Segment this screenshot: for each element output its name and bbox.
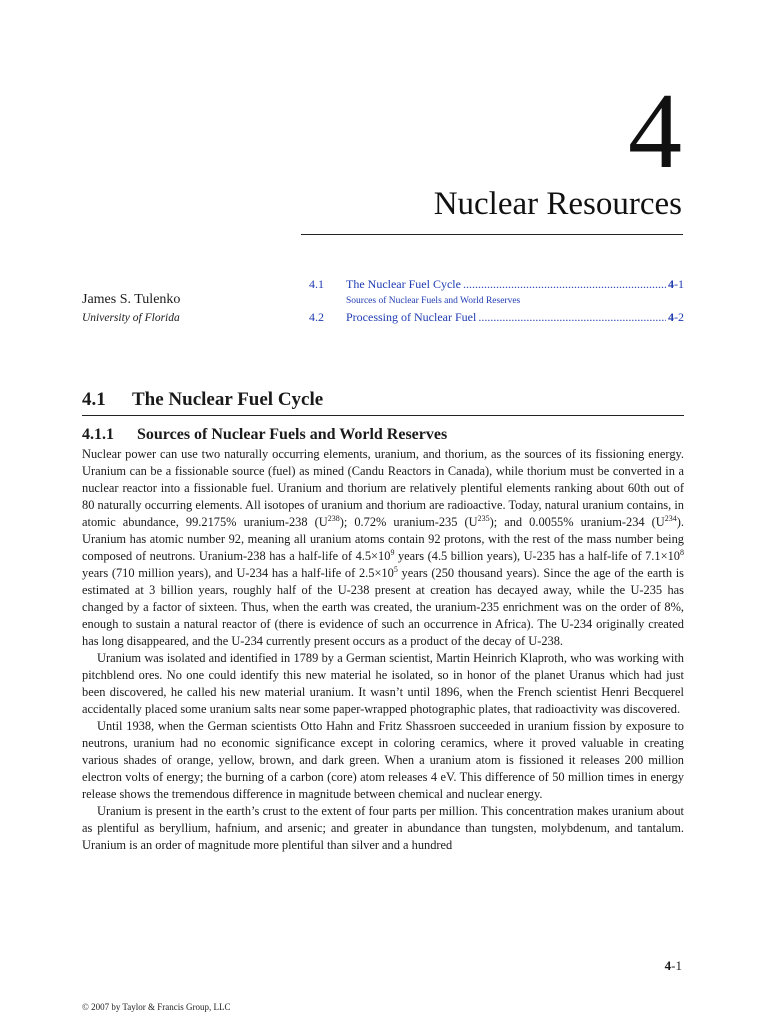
toc-entry-page[interactable]: 4-2 xyxy=(668,310,684,324)
toc-entry-page[interactable]: 4-1 xyxy=(668,277,684,291)
table-of-contents xyxy=(309,276,684,326)
section-heading xyxy=(82,389,684,411)
subsection-number: 4.1.1 xyxy=(82,426,114,443)
chapter-title: Nuclear Resources xyxy=(433,186,682,222)
subsection-title: Sources of Nuclear Fuels and World Reserves xyxy=(137,426,448,443)
toc-entry-4-2[interactable] xyxy=(309,309,684,326)
toc-dot-leader xyxy=(478,309,666,326)
subsection-heading xyxy=(82,425,447,445)
chapter-number: 4 xyxy=(628,72,682,191)
page-number: 4-1 xyxy=(664,958,682,973)
section-number: 4.1 xyxy=(82,389,106,410)
paragraph-3: Until 1938, when the German scientists Otto Hahn and Fritz Shassroen succeeded in uranium fission by exposure to neutrons, uranium had no economic significance except in coloring ceramics, where it proved valuable in creating various shades of orange, yellow, brown, and dark green. When a uranium atom is fissioned it releases 200 million electron volts of energy; the burning of a carbon (core) atom releases 4 eV. This difference of 50 million times in energy release shows the tremendous difference in magnitude between chemical and nuclear energy. xyxy=(82,719,684,801)
author-block xyxy=(82,290,180,326)
toc-dot-leader xyxy=(463,276,666,293)
toc-entry-label[interactable]: The Nuclear Fuel Cycle xyxy=(346,277,461,291)
paragraph-1: Nuclear power can use two naturally occurring elements, uranium, and thorium, as the sources of its fissioning energy. Uranium can be a fissionable source (fuel) as mined (Candu Reactors in Canada), while thorium must be converted in a nuclear reactor into a fissionable fuel. Uranium and thorium are relatively plentiful elements ranking about 60th out of 80 naturally occurring elements. All isotopes of uranium and thorium are radioactive. Today, natural uranium contains, in atomic abundance, 99.2175% uranium-238 $(U^{238})$; 0.72% uranium-235 $(U^{235})$; and 0.0055% uranium-234 $(U^{234})$. Uranium has atomic number 92, meaning all uranium atoms contain 92 protons, with the rest of the mass number being composed of neutrons. Uranium-238 has a half-life of $4.5\times 10^9$ years (4.5 billion years), U-235 has a half-life of $7.1\times 10^8$ years (710 million years), and U-234 has a half-life of $2.5\times 10^5$ years (250 thousand years). Since the age of the earth is estimated at 3 billion years, roughly half of the U-238 present at creation has decayed away, while the U-235 has changed by a factor of sixteen. Thus, when the earth was created, the uranium-235 enrichment was on the order of 8%, enough to sustain a natural reactor of (there is evidence of such an occurrence in Africa). The U-234 originally created has long disappeared, and the U-234 currently present occurs as a product of the decay of U-238. xyxy=(82,447,684,648)
paragraph-4: Uranium is present in the earth’s crust to the extent of four parts per million. This concentration makes uranium about as plentiful as beryllium, hafnium, and arsenic; and greater in abundance than tungsten, molybdenum, and tantalum. Uranium is an order of magnitude more plentiful than silver and a hundred xyxy=(82,804,684,852)
toc-entry-number: 4.1 xyxy=(309,277,324,291)
section-divider xyxy=(82,415,684,416)
toc-entry-4-1[interactable] xyxy=(309,276,684,293)
author-name: James S. Tulenko xyxy=(82,292,181,307)
author-affiliation: University of Florida xyxy=(82,312,180,324)
body-text xyxy=(82,446,684,854)
title-divider xyxy=(301,234,683,235)
paragraph-2: Uranium was isolated and identified in 1789 by a German scientist, Martin Heinrich Klaproth, who was working with pitchblend ores. No one could identify this new material he isolated, so in honor of the planet Uranus which had just been discovered, he called his new material uranium. It wasn’t until 1896, when the French scientist Henri Becquerel accidentally placed some uranium salts near some paper-wrapped photographic plates, that radioactivity was discovered. xyxy=(82,651,684,716)
toc-subentry-label[interactable]: Sources of Nuclear Fuels and World Reserves xyxy=(346,296,521,306)
toc-entry-number: 4.2 xyxy=(309,310,324,324)
toc-subentry-4-1-1[interactable] xyxy=(309,293,684,309)
section-title: The Nuclear Fuel Cycle xyxy=(132,389,324,410)
toc-entry-label[interactable]: Processing of Nuclear Fuel xyxy=(346,310,477,324)
copyright-notice: © 2007 by Taylor & Francis Group, LLC xyxy=(82,1002,231,1012)
